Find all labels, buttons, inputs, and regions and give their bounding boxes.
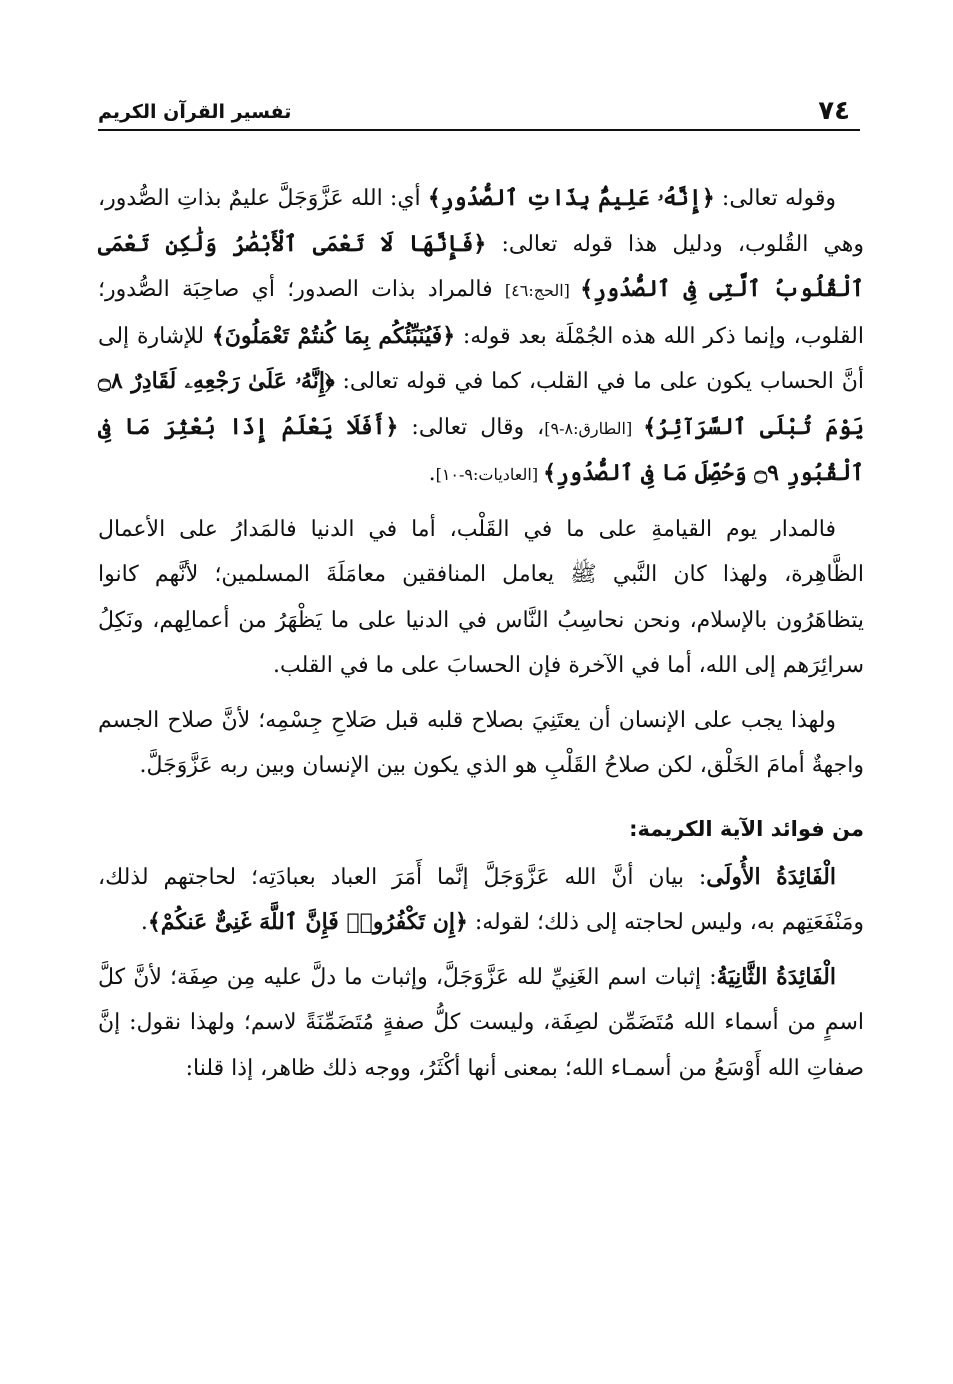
quran-verse: ﴿فَيُنَبِّئُكُم بِمَا كُنتُمْ تَعْمَلُونَ﴾: [211, 322, 456, 349]
benefit-first: [98, 855, 864, 946]
paragraph-heart: [98, 698, 864, 789]
benefit-label: الْفَائِدَةُ الأُولَى: [706, 863, 836, 890]
benefit-second: [98, 955, 864, 1092]
body-text: [98, 176, 864, 1100]
paragraph-verse-explanation: [98, 176, 864, 498]
quran-verse: ﴿إِنَّهُۥ عَلِيمٌۢ بِذَاتِ ٱلصُّدُورِ﴾: [427, 185, 715, 211]
text-run: فالمدار يوم القيامةِ على ما في القَلْب، أما في الدنيا فالمَدارُ على الأعمال الظَّاهِرة، ولهذا كان النَّبي ﷺ يعامل المنافقين معامَلَةَ المسلمين؛ لأنَّهم كانوا يتظاهَرُون بالإسلام، ونحن نحاسِبُ النَّاس في الدنيا على ما يَظْهَرُ من أعمالِهم، ونَكِلُ سرائِرَهم إلى الله، أما في الآخرة فإن الحسابَ على ما في القلب.: [98, 516, 864, 678]
quran-verse: ﴿فَإِنَّهَا لَا تَعْمَى ٱلْأَبْصَٰرُ وَلَٰكِن تَعْمَى ٱلْقُلُوبُ ٱلَّتِى فِى ٱلصُّدُورِ﴾: [98, 230, 864, 302]
benefit-label: الْفَائِدَةُ الثَّانِيَةُ: [716, 963, 837, 990]
page-number: ٧٤: [818, 96, 850, 126]
text-run: للإشارة إلى أنَّ الحساب يكون على ما في القلب، كما في قوله تعالى:: [98, 323, 864, 394]
quran-verse: ﴿إِن تَكْفُرُوا۟ فَإِنَّ ٱللَّهَ غَنِىٌّ عَنكُمْ﴾: [147, 909, 468, 935]
text-run: .: [428, 461, 436, 486]
quran-verse: ﴿أَفَلَا يَعْلَمُ إِذَا بُعْثِرَ مَا فِى ٱلْقُبُورِ ۝٩ وَحُصِّلَ مَا فِى ٱلصُّدُورِ﴾: [98, 413, 864, 486]
page-header: [98, 96, 860, 128]
header-divider: [98, 129, 860, 131]
section-heading: من فوائد الآية الكريمة:: [629, 816, 864, 841]
text-run: ، وقال تعالى:: [398, 414, 545, 440]
paragraph-judgement: [98, 507, 864, 689]
text-run: .: [140, 910, 148, 935]
text-run: فالمراد بذات الصدور؛ أي صاحِبَة الصُّدور؛ القلوب، وإنما ذكر الله هذه الجُمْلَة بعد قوله:: [98, 277, 864, 349]
text-run: وقوله تعالى:: [714, 186, 836, 211]
text-run: ولهذا يجب على الإنسان أن يعتَنِيَ بصلاح قلبه قبل صَلاحِ جِسْمِه؛ لأنَّ صلاح الجسم واجهةٌ أمامَ الخَلْق، لكن صلاحُ القَلْبِ هو الذي يكون بين الإنسان وبين ربه عَزَّوَجَلَّ.: [98, 707, 864, 778]
text-run: : بيان أنَّ الله عَزَّوَجَلَّ إنَّما أَمَرَ العباد بعبادَتِه؛ لحاجتهم لذلك، ومَنْفَعَتِهم به، وليس لحاجته إلى ذلك؛ لقوله:: [98, 864, 864, 935]
quran-verse: ﴿إِنَّهُۥ عَلَىٰ رَجْعِهِۦ لَقَادِرٌ ۝٨ يَوْمَ تُبْلَى ٱلسَّرَآئِرُ﴾: [98, 368, 865, 440]
verse-reference: [العاديات:٩-١٠]: [435, 465, 544, 484]
text-run: : إثبات اسم الغَنِيِّ لله عَزَّوَجَلَّ، وإثبات ما دلَّ عليه مِن صِفَة؛ لأنَّ كلَّ اسمٍ من أسماء الله مُتَضَمِّن لصِفَة، وليست كلُّ صفةٍ مُتَضَمِّنَةً لاسم؛ ولهذا نقول: إنَّ صفاتِ الله أَوْسَعُ من أسمـاء الله؛ بمعنى أنها أكْثَرُ، ووجه ذلك ظاهر، إذا قلنا:: [98, 964, 864, 1081]
text-run: أي: الله عَزَّوَجَلَّ عليمٌ بذاتِ الصُّدور، وهي القُلوب، ودليل هذا قوله تعالى:: [98, 186, 864, 257]
verse-reference: [الحج:٤٦]: [504, 281, 581, 300]
running-title: تفسير القرآن الكريم: [98, 101, 292, 123]
verse-reference: [الطارق:٨-٩]: [544, 418, 644, 438]
